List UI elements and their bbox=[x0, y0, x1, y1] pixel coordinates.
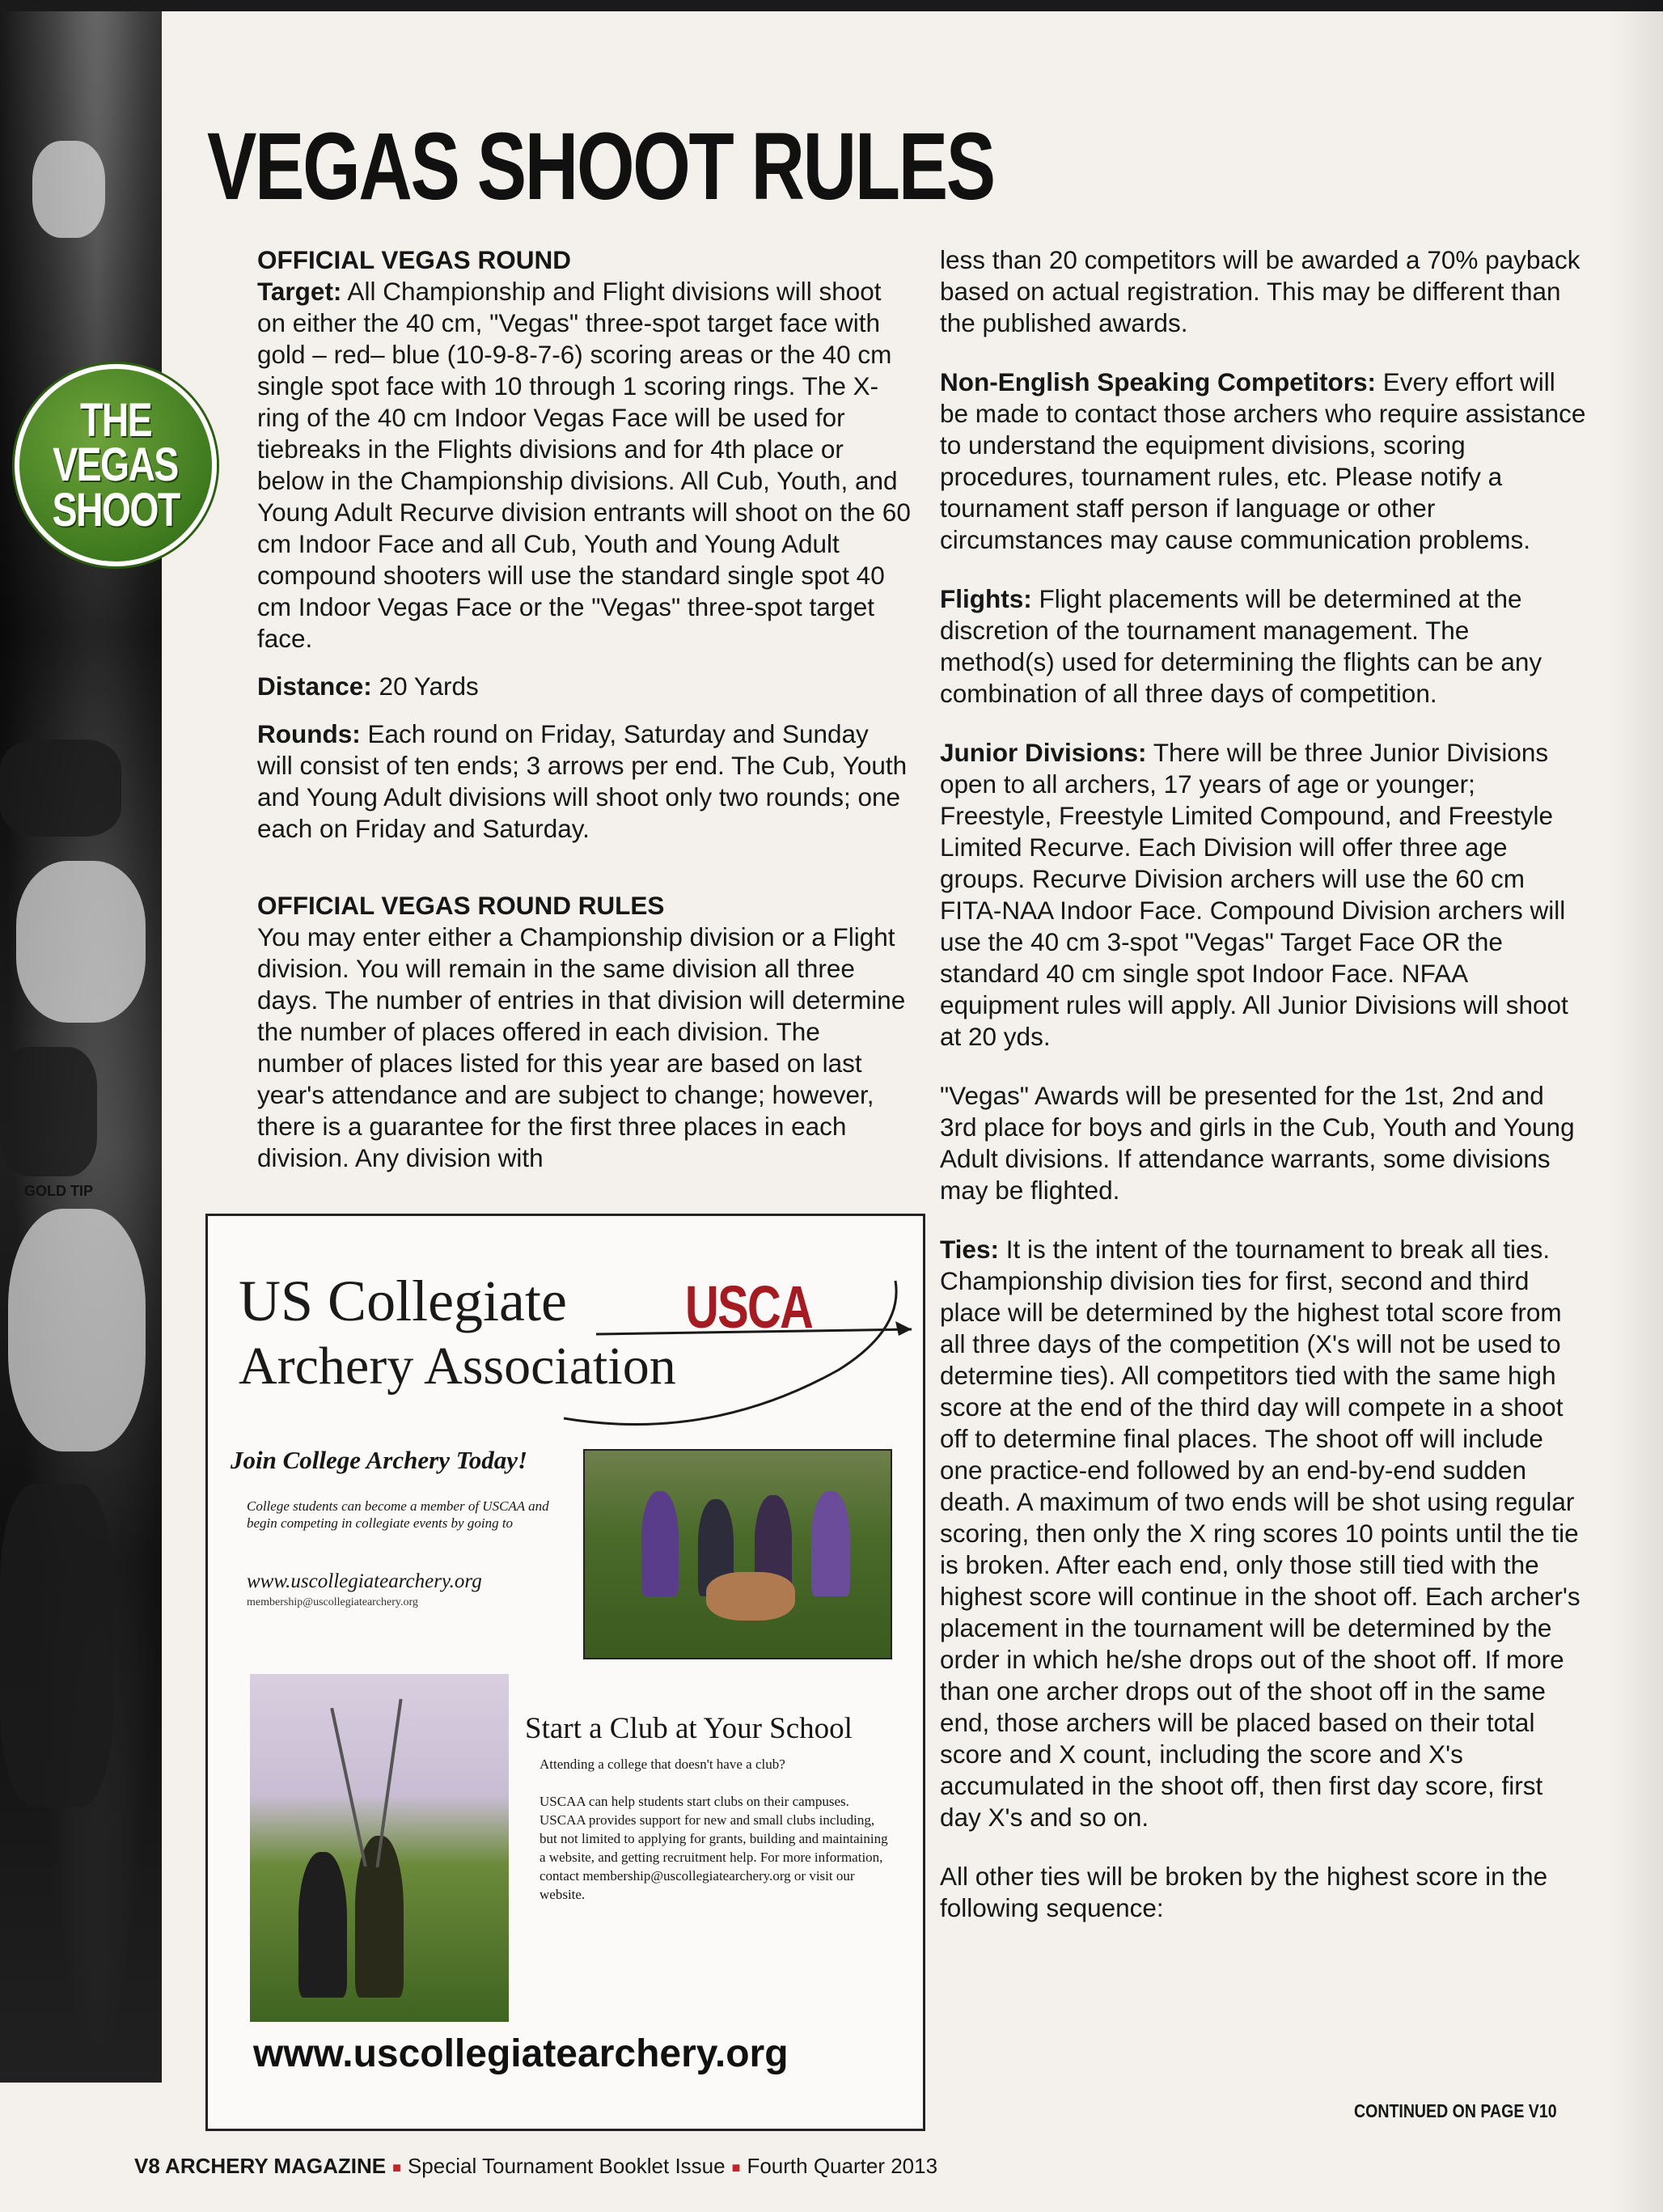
photo-figure bbox=[8, 1209, 146, 1451]
rounds-text: Each round on Friday, Saturday and Sunday will consist of ten ends; 3 arrows per end. The Cub, Youth and Young Adult divisions will shoot only two rounds; one each on Friday and Saturday. bbox=[257, 719, 908, 843]
section-heading: OFFICIAL VEGAS ROUND bbox=[257, 245, 571, 274]
deer-target bbox=[706, 1572, 795, 1621]
continued-note: CONTINUED ON PAGE V10 bbox=[1354, 2100, 1557, 2121]
ad-title-line1: US Collegiate bbox=[239, 1269, 567, 1333]
club-question: Attending a college that doesn't have a club? bbox=[540, 1756, 785, 1772]
ties-text: It is the intent of the tournament to break all ties. Championship division ties for first, second and third place will be determined by the highest total score from all three days of the competition (X's will not be used to determine ties). All competitors tied with the same high score at the end of the third day will compete in a shoot off to determine final places. The shoot off will include one practice-end followed by an end-by-end sudden death. A maximum of two ends will be shot using regular scoring, then only the X ring scores 10 points until the tie is broken. After each end, only those still tied with the highest score will continue in the shoot off. Each archer's placement in the tournament will be determined by the order in which he/she drops out of the shoot off. If more than one archer drops out of the shoot off in the same end, those archers will be placed based on their total score and X count, including the score and X's accumulated in the shoot off, then first day score, first day X's and so on. bbox=[940, 1235, 1580, 1832]
nonenglish-label: Non-English Speaking Competitors: bbox=[940, 367, 1377, 396]
rounds-paragraph bbox=[257, 718, 911, 845]
archery-club-photo bbox=[250, 1674, 509, 2022]
rules-paragraph: You may enter either a Championship division or a Flight division. You will remain in the same division all three days. The number of entries in that division will determine the number of places offered in each division. The number of places listed for this year are based on last year's attendance and are subject to change; however, there is a guarantee for the first three places in each division. Any division with bbox=[257, 922, 906, 1172]
target-label: Target: bbox=[257, 277, 342, 306]
rounds-label: Rounds: bbox=[257, 719, 361, 748]
distance-paragraph bbox=[257, 671, 911, 702]
team-with-deer-photo bbox=[583, 1449, 892, 1659]
junior-label: Junior Divisions: bbox=[940, 738, 1147, 767]
flights-label: Flights: bbox=[940, 584, 1032, 613]
photo-figure bbox=[0, 739, 121, 837]
top-edge bbox=[0, 0, 1663, 11]
bullet-icon: ■ bbox=[731, 2159, 741, 2176]
badge-line: THE bbox=[80, 394, 151, 447]
continued-paragraph: less than 20 competitors will be awarded a 70% payback based on actual registration. This may be different than the published awards. bbox=[940, 245, 1580, 337]
page-footer bbox=[134, 2154, 937, 2179]
join-email-link[interactable]: membership@uscollegiatearchery.org bbox=[247, 1596, 418, 1608]
page-title: VEGAS SHOOT RULES bbox=[207, 113, 994, 220]
flights-paragraph bbox=[940, 583, 1587, 710]
bow-stick bbox=[330, 1708, 366, 1867]
bullet-icon: ■ bbox=[392, 2159, 401, 2176]
ad-title-line2: Archery Association bbox=[239, 1337, 676, 1396]
distance-text: 20 Yards bbox=[371, 672, 479, 701]
nonenglish-paragraph bbox=[940, 367, 1587, 556]
usca-logo: USCA bbox=[685, 1273, 813, 1341]
photo-figure bbox=[0, 1484, 113, 1807]
join-text: College students can become a member of USCAA and begin competing in collegiate events by going to bbox=[247, 1498, 549, 1531]
distance-label: Distance: bbox=[257, 672, 372, 701]
archers-photo bbox=[0, 11, 162, 2083]
photo-figure bbox=[811, 1491, 850, 1596]
section-heading: OFFICIAL VEGAS ROUND RULES bbox=[257, 891, 665, 920]
left-column bbox=[257, 244, 911, 1190]
photo-figure bbox=[298, 1852, 347, 1998]
usca-advertisement[interactable] bbox=[205, 1214, 925, 2131]
vegas-shoot-badge bbox=[15, 364, 217, 566]
club-text: USCAA can help students start clubs on their campuses. USCAA provides support for new and small clubs including, but not limited to applying for grants, building and maintaining a website, and getting recruitment help. For more information, contact membership@uscollegiatearchery.org or visit our website. bbox=[540, 1794, 888, 1902]
photo-figure bbox=[0, 1047, 97, 1176]
right-column bbox=[940, 244, 1587, 1940]
badge-line: SHOOT bbox=[52, 483, 180, 536]
footer-page: V8 ARCHERY MAGAZINE bbox=[134, 2154, 387, 2178]
photo-figure bbox=[16, 861, 146, 1023]
join-heading: Join College Archery Today! bbox=[231, 1446, 528, 1474]
nonenglish-text: Every effort will be made to contact those archers who require assistance to understand the equipment divisions, scoring procedures, tournament rules, etc. Please notify a tournament staff person if language or other circumstances may cause communication problems. bbox=[940, 367, 1586, 554]
footer-issue: Special Tournament Booklet Issue bbox=[407, 2154, 726, 2178]
join-url-link[interactable]: www.uscollegiatearchery.org bbox=[247, 1570, 482, 1592]
ad-website-link[interactable]: www.uscollegiatearchery.org bbox=[253, 2032, 789, 2075]
flights-text: Flight placements will be determined at the discretion of the tournament management. The method(s) used for determining the flights can be any combination of all three days of competition. bbox=[940, 584, 1542, 708]
target-paragraph bbox=[257, 276, 911, 655]
badge-line: VEGAS bbox=[53, 439, 179, 492]
awards-paragraph: "Vegas" Awards will be presented for the 1st, 2nd and 3rd place for boys and girls in the Cub, Youth and Young Adult divisions. If attendance warrants, some divisions may be flighted. bbox=[940, 1081, 1575, 1205]
photo-caption: GOLD TIP bbox=[24, 1183, 93, 1199]
page-curl-shadow bbox=[1610, 0, 1663, 2212]
ties-label: Ties: bbox=[940, 1235, 999, 1264]
ties-paragraph bbox=[940, 1234, 1587, 1833]
other-ties-paragraph: All other ties will be broken by the highest score in the following sequence: bbox=[940, 1862, 1548, 1922]
footer-quarter: Fourth Quarter 2013 bbox=[747, 2154, 938, 2178]
photo-figure bbox=[32, 141, 105, 238]
photo-figure bbox=[641, 1491, 679, 1596]
target-text: All Championship and Flight divisions will shoot on either the 40 cm, "Vegas" three-spot target face with gold – red– blue (10-9-8-7-6) scoring areas or the 40 cm single spot face with 10 through 1 scoring rings. The X-ring of the 40 cm Indoor Vegas Face will be used for tiebreaks in the Flights divisions and for 4th place or below in the Championship divisions. All Cub, Youth, and Young Adult Recurve division entrants will shoot on the 60 cm Indoor Face and all Cub, Youth and Young Adult compound shooters will use the standard single spot 40 cm Indoor Vegas Face or the "Vegas" three-spot target face. bbox=[257, 277, 911, 653]
club-heading: Start a Club at Your School bbox=[525, 1712, 853, 1745]
junior-paragraph bbox=[940, 737, 1587, 1053]
junior-text: There will be three Junior Divisions open to all archers, 17 years of age or younger; Freestyle, Freestyle Limited Compound, and Freestyle Limited Recurve. Each Division will offer three age groups. Recurve Division archers will use the 60 cm FITA-NAA Indoor Face. Compound Division archers will use the 40 cm 3-spot "Vegas" Target Face OR the standard 40 cm single spot Indoor Face. NFAA equipment rules will apply. All Junior Divisions will shoot at 20 yds. bbox=[940, 738, 1568, 1051]
